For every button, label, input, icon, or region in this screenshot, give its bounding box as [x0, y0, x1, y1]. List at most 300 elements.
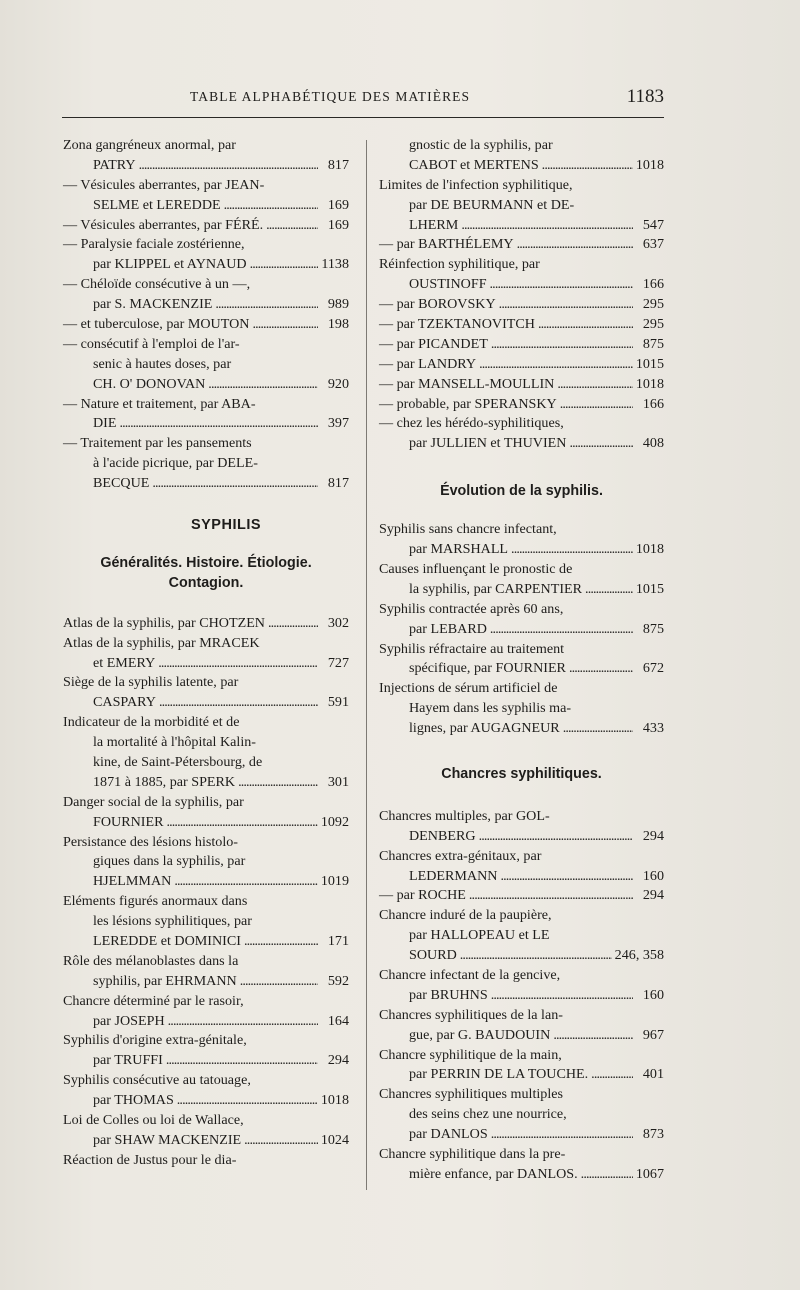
- entry-text: Hayem dans les syphilis ma-: [409, 700, 572, 717]
- subsection-title: [63, 554, 349, 594]
- entry-line: [379, 136, 664, 156]
- page-reference: 301: [327, 773, 349, 790]
- entry-last-line: [379, 827, 664, 847]
- index-entry: [379, 640, 664, 680]
- leader-dots: [490, 620, 633, 640]
- entry-last-line: [63, 773, 349, 793]
- entry-last-line: [379, 434, 664, 454]
- entry-text: Eléments figurés anormaux dans: [63, 893, 248, 910]
- leader-dots: [517, 235, 633, 255]
- subsection-title-line2: Contagion.: [168, 574, 244, 591]
- zona-entries: [63, 136, 349, 494]
- leader-dots: [266, 216, 318, 236]
- entry-last-line: [379, 355, 664, 375]
- leader-dots: [460, 946, 612, 966]
- entry-text: par TRUFFI: [93, 1052, 163, 1069]
- entry-text: — par TZEKTANOVITCH: [379, 316, 535, 333]
- entry-last-line: [63, 1051, 349, 1071]
- entry-text: DENBERG: [409, 827, 476, 844]
- entry-last-line: [379, 540, 664, 560]
- leader-dots: [152, 474, 318, 494]
- page-reference: 401: [642, 1066, 664, 1083]
- index-entry: [379, 136, 664, 176]
- entry-last-line: [63, 196, 349, 216]
- entry-text: la mortalité à l'hôpital Kalin-: [93, 734, 257, 751]
- entry-last-line: [379, 867, 664, 887]
- leader-dots: [244, 1131, 318, 1151]
- entry-text: par MARSHALL: [409, 541, 509, 558]
- leader-dots: [491, 335, 633, 355]
- entry-text: Atlas de la syphilis, par CHOTZEN: [63, 614, 265, 631]
- entry-text: Chancres multiples, par GOL-: [379, 807, 550, 824]
- entry-last-line: [63, 216, 349, 236]
- entry-text: Atlas de la syphilis, par MRACEK: [63, 634, 260, 651]
- leader-dots: [158, 654, 318, 674]
- entry-text: giques dans la syphilis, par: [93, 853, 246, 870]
- entry-text: Syphilis contractée après 60 ans,: [379, 600, 564, 617]
- entry-line: [379, 255, 664, 275]
- leader-dots: [563, 719, 633, 739]
- entry-line: [63, 733, 349, 753]
- entry-last-line: [379, 335, 664, 355]
- entry-line: [63, 335, 349, 355]
- entry-text: — par ROCHE: [379, 887, 466, 904]
- entry-text: HJELMMAN: [93, 873, 172, 890]
- leader-dots: [166, 813, 317, 833]
- entry-last-line: [379, 156, 664, 176]
- entry-text: par JOSEPH: [93, 1012, 165, 1029]
- page-reference: 727: [327, 654, 349, 671]
- leader-dots: [491, 986, 633, 1006]
- leader-dots: [215, 295, 318, 315]
- leader-dots: [591, 1065, 633, 1085]
- index-entry: [379, 966, 664, 1006]
- evolution-entries: [379, 520, 664, 739]
- entry-line: [379, 926, 664, 946]
- column-divider: [366, 140, 367, 1190]
- entry-text: FOURNIER: [93, 813, 164, 830]
- leader-dots: [224, 196, 318, 216]
- index-entry: [63, 395, 349, 435]
- entry-line: [379, 1046, 664, 1066]
- entry-text: Chancre déterminé par le rasoir,: [63, 992, 244, 1009]
- entry-last-line: [379, 1125, 664, 1145]
- leader-dots: [553, 1026, 633, 1046]
- entry-line: [379, 600, 664, 620]
- page-reference: 591: [327, 694, 349, 711]
- entry-text: 1871 à 1885, par SPERK: [93, 773, 236, 790]
- entry-last-line: [63, 255, 349, 275]
- entry-last-line: [63, 1012, 349, 1032]
- page-reference: 166: [642, 395, 664, 412]
- page-reference: 1018: [320, 1092, 349, 1109]
- entry-text: à l'acide picrique, par DELE-: [93, 455, 258, 472]
- entry-text: LEDERMANN: [409, 867, 498, 884]
- entry-text: par S. MACKENZIE: [93, 296, 213, 313]
- entry-text: par DANLOS: [409, 1126, 488, 1143]
- entry-text: LEREDDE et DOMINICI: [93, 933, 241, 949]
- entry-text: — par MANSELL-MOULLIN: [379, 375, 555, 392]
- entry-line: [379, 414, 664, 434]
- page-reference: 920: [327, 375, 349, 392]
- entry-text: — Chéloïde consécutive à un —,: [63, 276, 251, 293]
- index-entry: [63, 235, 349, 275]
- index-entry: [379, 355, 664, 375]
- entry-last-line: [379, 275, 664, 295]
- entry-last-line: [379, 886, 664, 906]
- index-entry: [63, 136, 349, 176]
- section-title-syphilis: SYPHILIS: [190, 517, 262, 534]
- entry-text: gnostic de la syphilis, par: [409, 137, 553, 153]
- page-reference: 160: [642, 986, 664, 1003]
- entry-last-line: [379, 235, 664, 255]
- index-entry: [63, 1031, 349, 1071]
- page-reference: 302: [327, 614, 349, 631]
- leader-dots: [557, 375, 632, 395]
- leader-dots: [511, 540, 633, 560]
- entry-text: Chancre syphilitique dans la pre-: [379, 1146, 566, 1162]
- entry-last-line: [379, 719, 664, 739]
- page-reference: 408: [642, 435, 664, 452]
- entry-last-line: [379, 986, 664, 1006]
- leader-dots: [569, 434, 633, 454]
- entry-text: Siège de la syphilis latente, par: [63, 674, 239, 691]
- entry-line: [63, 753, 349, 773]
- index-entry: [63, 892, 349, 952]
- entry-last-line: [379, 1026, 664, 1046]
- entry-text: Rôle des mélanoblastes dans la: [63, 952, 239, 969]
- index-entry: [379, 176, 664, 236]
- entry-last-line: [63, 375, 349, 395]
- index-entry: [63, 1151, 349, 1171]
- index-entry: [379, 235, 664, 255]
- continued-entries: [379, 136, 664, 454]
- entry-text: Limites de l'infection syphilitique,: [379, 176, 573, 193]
- entry-last-line: [63, 932, 349, 952]
- page-reference: 875: [642, 335, 664, 352]
- page-reference: 547: [642, 216, 664, 233]
- index-entry: [63, 434, 349, 494]
- index-entry: [379, 1085, 664, 1145]
- leader-dots: [461, 216, 633, 236]
- leader-dots: [479, 355, 633, 375]
- index-entry: [63, 176, 349, 216]
- index-entry: [63, 793, 349, 833]
- right-column: [379, 136, 664, 1185]
- entry-text: Chancre induré de la paupière,: [379, 907, 552, 924]
- index-entry: [63, 673, 349, 713]
- leader-dots: [238, 773, 318, 793]
- entry-text: par DE BEURMANN et DE-: [409, 196, 575, 213]
- entry-text: CABOT et MERTENS: [409, 156, 539, 173]
- entry-text: par HALLOPEAU et LE: [409, 927, 550, 944]
- index-entry: [63, 614, 349, 634]
- leader-dots: [569, 659, 633, 679]
- entry-line: [379, 906, 664, 926]
- page-reference: 295: [642, 296, 664, 313]
- page-reference: 198: [327, 316, 349, 333]
- entry-line: [379, 176, 664, 196]
- entry-text: OUSTINOFF: [409, 276, 487, 293]
- page-reference: 164: [327, 1012, 349, 1029]
- index-entry: [379, 600, 664, 640]
- index-entry: [63, 216, 349, 236]
- entry-line: [379, 679, 664, 699]
- entry-text: Zona gangréneux anormal, par: [63, 137, 236, 153]
- page-reference: 1067: [635, 1165, 664, 1182]
- entry-last-line: [379, 295, 664, 315]
- entry-text: Injections de sérum artificiel de: [379, 680, 558, 697]
- index-entry: [63, 335, 349, 395]
- entry-line: [63, 275, 349, 295]
- entry-text: par PERRIN DE LA TOUCHE.: [409, 1066, 589, 1083]
- leader-dots: [499, 295, 633, 315]
- entry-line: [379, 560, 664, 580]
- page-reference: 169: [327, 216, 349, 233]
- entry-text: LHERM: [409, 216, 459, 233]
- page-reference: 817: [327, 475, 349, 492]
- entry-text: Chancres syphilitiques de la lan-: [379, 1006, 563, 1023]
- entry-text: SELME et LEREDDE: [93, 196, 221, 213]
- page-reference: 169: [327, 196, 349, 213]
- index-entry: [379, 520, 664, 560]
- entry-text: mière enfance, par DANLOS.: [409, 1165, 578, 1182]
- running-title: TABLE ALPHABÉTIQUE DES MATIÈRES: [190, 89, 471, 104]
- index-entry: [63, 315, 349, 335]
- entry-last-line: [379, 1065, 664, 1085]
- page-header: [62, 86, 662, 112]
- entry-line: [63, 176, 349, 196]
- index-entry: [379, 1006, 664, 1046]
- entry-last-line: [63, 972, 349, 992]
- entry-text: Chancre syphilitique de la main,: [379, 1046, 562, 1063]
- page-reference: 397: [327, 415, 349, 432]
- entry-text: kine, de Saint-Pétersbourg, de: [93, 753, 263, 770]
- leader-dots: [542, 156, 633, 176]
- entry-text: syphilis, par EHRMANN: [93, 972, 237, 989]
- entry-line: [379, 640, 664, 660]
- index-entry: [379, 807, 664, 847]
- index-entry: [379, 847, 664, 887]
- index-entry: [379, 335, 664, 355]
- page-reference: 1018: [635, 156, 664, 173]
- entry-text: par SHAW MACKENZIE: [93, 1131, 242, 1148]
- entry-text: Loi de Colles ou loi de Wallace,: [63, 1112, 244, 1129]
- page-reference: 295: [642, 316, 664, 333]
- entry-text: la syphilis, par CARPENTIER: [409, 580, 583, 597]
- entry-text: Persistance des lésions histolo-: [63, 833, 238, 850]
- index-entry: [379, 315, 664, 335]
- index-entry: [63, 952, 349, 992]
- page-reference: 875: [642, 620, 664, 637]
- entry-text: — chez les hérédo-syphilitiques,: [379, 415, 564, 432]
- index-entry: [379, 1046, 664, 1086]
- left-column: [63, 136, 349, 1171]
- entry-line: [379, 1105, 664, 1125]
- entry-text: — Vésicules aberrantes, par FÉRÉ.: [63, 216, 264, 233]
- index-entry: [63, 992, 349, 1032]
- entry-text: — par BOROVSKY: [379, 296, 496, 313]
- entry-text: BECQUE: [93, 475, 150, 492]
- entry-text: senic à hautes doses, par: [93, 355, 232, 372]
- entry-text: Syphilis réfractaire au traitement: [379, 640, 565, 657]
- entry-text: — Vésicules aberrantes, par JEAN-: [63, 176, 265, 193]
- page-reference: 592: [327, 972, 349, 989]
- page-reference: 171: [327, 933, 349, 949]
- entry-text: par LEBARD: [409, 620, 487, 637]
- entry-line: [379, 847, 664, 867]
- entry-last-line: [379, 659, 664, 679]
- leader-dots: [244, 932, 318, 952]
- entry-line: [63, 434, 349, 454]
- entry-line: [63, 833, 349, 853]
- syphilis-entries: [63, 614, 349, 1171]
- page-reference: 672: [642, 660, 664, 677]
- entry-line: [379, 196, 664, 216]
- page-reference: 294: [327, 1052, 349, 1069]
- entry-last-line: [379, 580, 664, 600]
- entry-line: [379, 1145, 664, 1165]
- entry-text: Syphilis d'origine extra-génitale,: [63, 1032, 247, 1049]
- page-reference: 1019: [320, 873, 349, 890]
- entry-last-line: [63, 1151, 349, 1171]
- entry-text: par JULLIEN et THUVIEN: [409, 435, 567, 452]
- page-number: 1183: [626, 86, 664, 107]
- leader-dots: [479, 827, 633, 847]
- leader-dots: [500, 867, 633, 887]
- entry-last-line: [63, 813, 349, 833]
- entry-line: [63, 952, 349, 972]
- entry-line: [63, 1071, 349, 1091]
- entry-text: — et tuberculose, par MOUTON: [63, 316, 250, 333]
- entry-line: [379, 1085, 664, 1105]
- page-reference: 1138: [321, 256, 349, 273]
- entry-last-line: [379, 1165, 664, 1185]
- entry-last-line: [63, 1091, 349, 1111]
- page-reference: 873: [642, 1126, 664, 1143]
- entry-line: [63, 673, 349, 693]
- entry-last-line: [63, 315, 349, 335]
- page-reference: 817: [327, 156, 349, 173]
- entry-text: — par LANDRY: [379, 355, 477, 372]
- entry-text: — par PICANDET: [379, 335, 488, 352]
- entry-text: Danger social de la syphilis, par: [63, 793, 244, 810]
- index-entry: [379, 295, 664, 315]
- entry-text: Réaction de Justus pour le dia-: [63, 1151, 237, 1168]
- page-reference: 1018: [635, 375, 664, 392]
- entry-text: Chancre infectant de la gencive,: [379, 966, 561, 983]
- page-reference: 1015: [635, 355, 664, 372]
- leader-dots: [168, 1012, 318, 1032]
- entry-text: — probable, par SPERANSKY: [379, 395, 557, 412]
- page-reference: 1024: [320, 1131, 349, 1148]
- entry-last-line: [379, 620, 664, 640]
- index-entry: [63, 713, 349, 793]
- entry-line: [63, 852, 349, 872]
- entry-text: Réinfection syphilitique, par: [379, 256, 540, 273]
- index-entry: [63, 1111, 349, 1151]
- leader-dots: [119, 414, 318, 434]
- entry-last-line: [63, 474, 349, 494]
- index-entry: [379, 255, 664, 295]
- entry-text: Syphilis sans chancre infectant,: [379, 521, 557, 538]
- page-reference: 1015: [635, 580, 664, 597]
- entry-text: Syphilis consécutive au tatouage,: [63, 1072, 251, 1089]
- evolution-title: Évolution de la syphilis.: [440, 483, 603, 500]
- entry-last-line: [379, 946, 664, 966]
- entry-line: [379, 807, 664, 827]
- page-reference: 989: [327, 296, 349, 313]
- page-reference: 246, 358: [614, 947, 664, 964]
- entry-line: [63, 992, 349, 1012]
- index-entry: [379, 679, 664, 739]
- entry-text: gue, par G. BAUDOUIN: [409, 1026, 551, 1043]
- chancres-title: Chancres syphilitiques.: [441, 765, 602, 782]
- entry-text: PATRY: [93, 156, 136, 173]
- leader-dots: [166, 1051, 318, 1071]
- leader-dots: [208, 375, 318, 395]
- entry-text: lignes, par AUGAGNEUR: [409, 720, 560, 737]
- leader-dots: [469, 886, 633, 906]
- entry-text: CASPARY: [93, 694, 156, 711]
- entry-text: Chancres syphilitiques multiples: [379, 1086, 563, 1103]
- entry-text: Indicateur de la morbidité et de: [63, 714, 240, 731]
- entry-line: [63, 892, 349, 912]
- entry-text: Causes influençant le pronostic de: [379, 560, 573, 577]
- entry-last-line: [63, 654, 349, 674]
- entry-text: Chancres extra-génitaux, par: [379, 847, 542, 864]
- leader-dots: [252, 315, 318, 335]
- entry-text: des seins chez une nourrice,: [409, 1106, 567, 1123]
- leader-dots: [139, 156, 318, 176]
- entry-last-line: [63, 414, 349, 434]
- leader-dots: [250, 255, 318, 275]
- entry-line: [63, 1111, 349, 1131]
- entry-text: — par BARTHÉLEMY: [379, 236, 514, 253]
- page-reference: 1018: [635, 541, 664, 558]
- chancres-entries: [379, 807, 664, 1185]
- entry-line: [379, 520, 664, 540]
- index-entry: [63, 1071, 349, 1111]
- leader-dots: [538, 315, 633, 335]
- entry-last-line: [379, 315, 664, 335]
- page-reference: 637: [642, 236, 664, 253]
- index-entry: [379, 395, 664, 415]
- leader-dots: [268, 614, 318, 634]
- entry-text: — Traitement par les pansements: [63, 435, 252, 452]
- entry-text: par KLIPPEL et AYNAUD: [93, 256, 247, 273]
- leader-dots: [585, 580, 633, 600]
- entry-last-line: [379, 375, 664, 395]
- entry-text: CH. O' DONOVAN: [93, 375, 206, 392]
- page-reference: 294: [642, 827, 664, 844]
- entry-text: — Nature et traitement, par ABA-: [63, 395, 256, 412]
- index-entry: [379, 375, 664, 395]
- entry-text: par THOMAS: [93, 1092, 174, 1109]
- entry-line: [63, 355, 349, 375]
- entry-last-line: [379, 216, 664, 236]
- leader-dots: [560, 395, 633, 415]
- index-entry: [63, 634, 349, 674]
- entry-last-line: [63, 693, 349, 713]
- entry-last-line: [379, 395, 664, 415]
- entry-text: — consécutif à l'emploi de l'ar-: [63, 335, 240, 352]
- leader-dots: [491, 1125, 633, 1145]
- page-reference: 294: [642, 887, 664, 904]
- entry-text: et EMERY: [93, 654, 156, 671]
- entry-text: les lésions syphilitiques, par: [93, 913, 252, 930]
- entry-last-line: [63, 1131, 349, 1151]
